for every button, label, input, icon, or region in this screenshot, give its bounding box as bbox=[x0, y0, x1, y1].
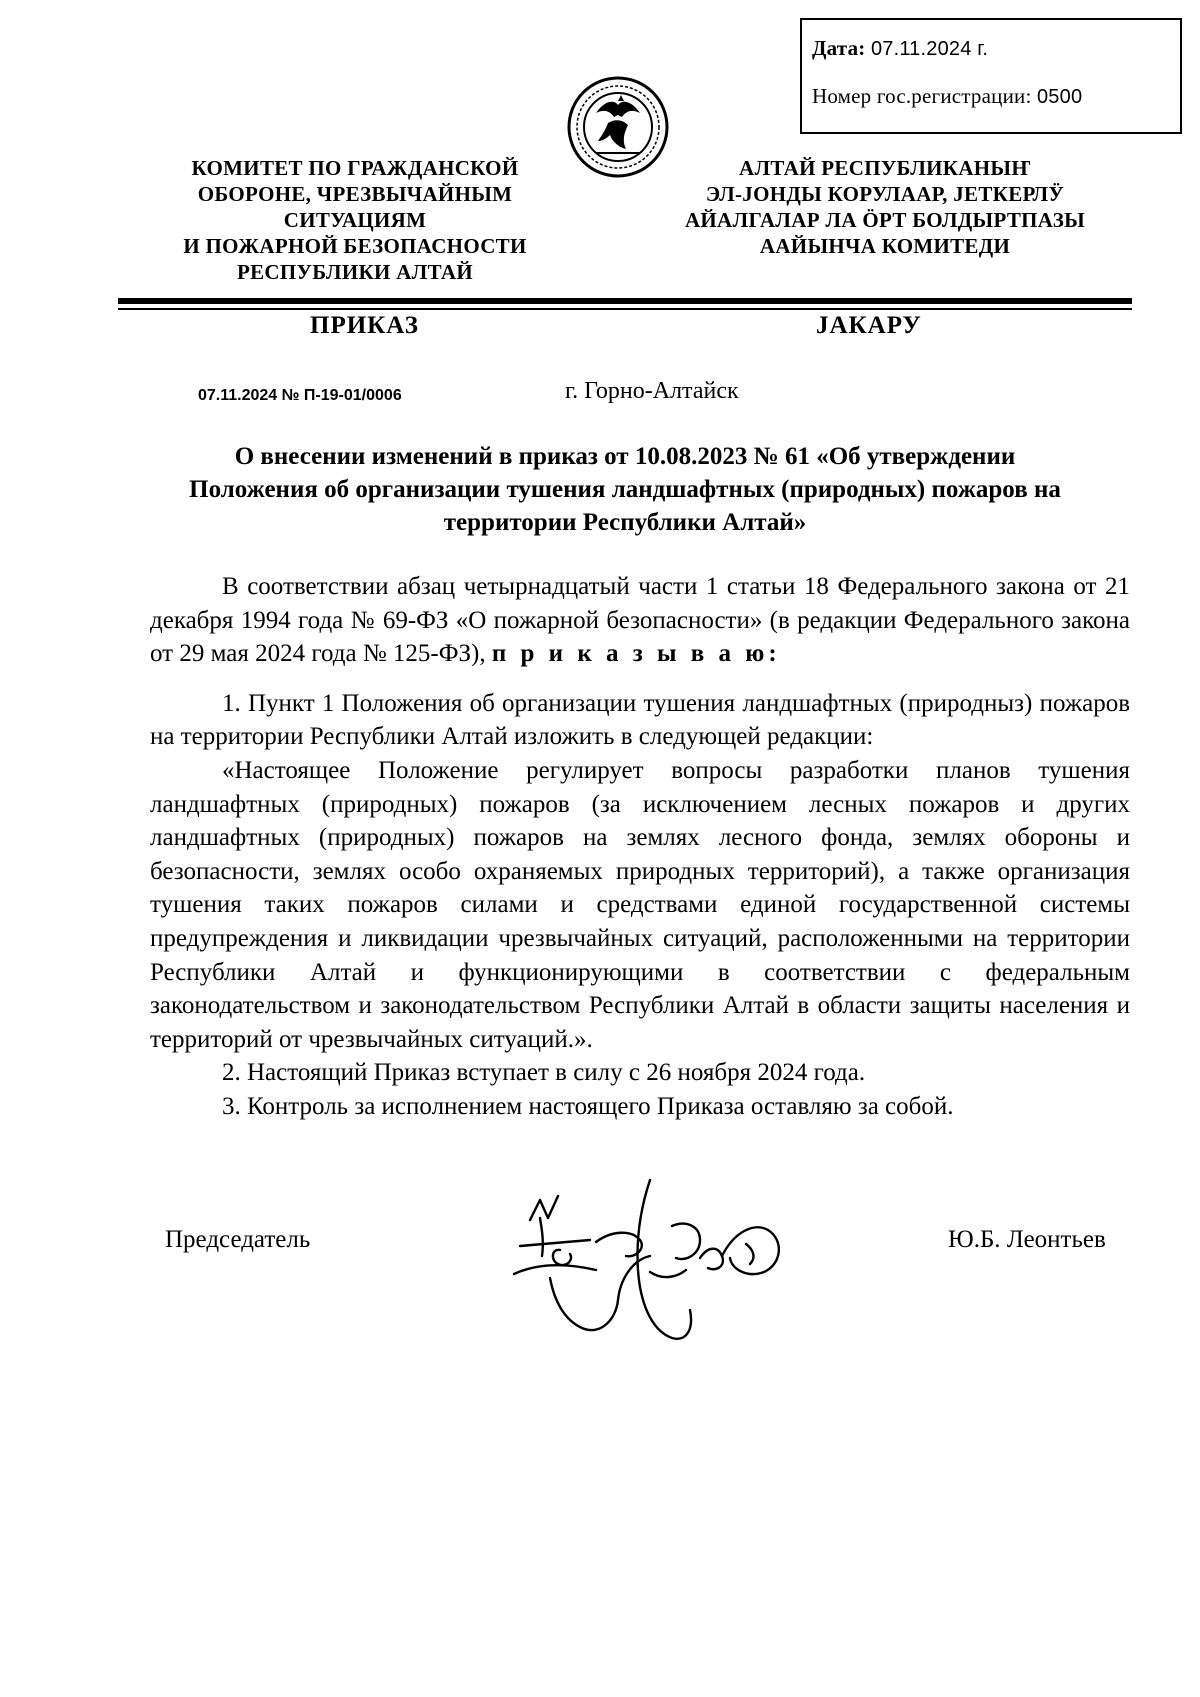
doc-number: 07.11.2024 № П-19-01/0006 bbox=[198, 387, 402, 404]
signer-role: Председатель bbox=[165, 1226, 311, 1253]
doc-title-line: территории Республики Алтай» bbox=[443, 509, 807, 536]
doc-body bbox=[150, 570, 1130, 1124]
registration-box bbox=[800, 18, 1182, 134]
registration-date-label: Дата: bbox=[812, 36, 866, 60]
org-left-line: РЕСПУБЛИКИ АЛТАЙ bbox=[237, 260, 473, 284]
item-1-paragraph: 1. Пункт 1 Положения об организации тушения ландшафтных (природныз) пожаров на территории Республики Алтай изложить в следующей редакции: bbox=[150, 689, 1130, 751]
org-header-left bbox=[160, 155, 550, 285]
preamble-text: В соответствии абзац четырнадцатый части 1 статьи 18 Федерального закона от 21 декабря 1994 года № 69-ФЗ «О пожарной безопасности» (в редакции Федерального закона от 29 мая 2024 года № 125-ФЗ), bbox=[150, 573, 1130, 668]
doc-title-line: Положения об организации тушения ландшафтных (природных) пожаров на bbox=[189, 476, 1061, 503]
org-right-line: АЙАЛГАЛАР ЛА ӦРТ БОЛДЫРТПАЗЫ bbox=[684, 208, 1086, 232]
doc-title bbox=[120, 440, 1130, 539]
org-right-line: ЭЛ-ЈОНДЫ КОРУЛААР, ЈЕТКЕРЛӰ bbox=[705, 182, 1065, 206]
registration-number-label: Номер гос.регистрации: bbox=[812, 84, 1032, 108]
doc-type-alt: ЈАКАРУ bbox=[816, 312, 922, 339]
doc-city: г. Горно-Алтайск bbox=[565, 378, 739, 404]
registration-date-value: 07.11.2024 г. bbox=[870, 38, 989, 60]
item-2-paragraph: 2. Настоящий Приказ вступает в силу с 26 ноября 2024 года. bbox=[222, 1059, 866, 1087]
org-left-line: СИТУАЦИЯМ bbox=[283, 208, 427, 232]
org-right-line: ААЙЫНЧА КОМИТЕДИ bbox=[759, 234, 1011, 258]
preamble-order-word: п р и к а з ы в а ю: bbox=[491, 640, 781, 668]
header-divider-thin bbox=[118, 308, 1132, 310]
org-right-line: АЛТАЙ РЕСПУБЛИКАНЫҤ bbox=[738, 156, 1031, 180]
signature-image bbox=[500, 1160, 820, 1350]
signer-name: Ю.Б. Леонтьев bbox=[948, 1226, 1106, 1253]
preamble-paragraph bbox=[150, 570, 1130, 671]
org-left-line: КОМИТЕТ ПО ГРАЖДАНСКОЙ bbox=[191, 156, 519, 180]
header-divider-thick bbox=[118, 298, 1132, 304]
registration-number bbox=[812, 84, 1082, 109]
item-1-quote-paragraph: «Настоящее Положение регулирует вопросы разработки планов тушения ландшафтных (природных) пожаров (за исключением лесных пожаров и других ландшафтных (природных) пожаров на землях лесного фонда, землях обороны и безопасности, землях особо охраняемых природных территорий), а также организация тушения таких пожаров силами и средствами единой государственной системы предупреждения и ликвидации чрезвычайных ситуаций, расположенными на территории Республики Алтай и функционирующими в соответствии с федеральным законодательством и законодательством Республики Алтай в области защиты населения и территорий от чрезвычайных ситуаций.». bbox=[150, 756, 1130, 1053]
org-header-right bbox=[650, 155, 1120, 259]
doc-type-ru: ПРИКАЗ bbox=[310, 312, 419, 339]
item-3-paragraph: 3. Контроль за исполнением настоящего Приказа оставляю за собой. bbox=[222, 1092, 954, 1120]
registration-number-value: 0500 bbox=[1036, 86, 1083, 108]
registration-date bbox=[812, 36, 988, 61]
org-left-line: И ПОЖАРНОЙ БЕЗОПАСНОСТИ bbox=[183, 234, 527, 258]
org-left-line: ОБОРОНЕ, ЧРЕЗВЫЧАЙНЫМ bbox=[197, 182, 513, 206]
doc-title-line: О внесении изменений в приказ от 10.08.2023 № 61 «Об утверждении bbox=[234, 443, 1016, 470]
